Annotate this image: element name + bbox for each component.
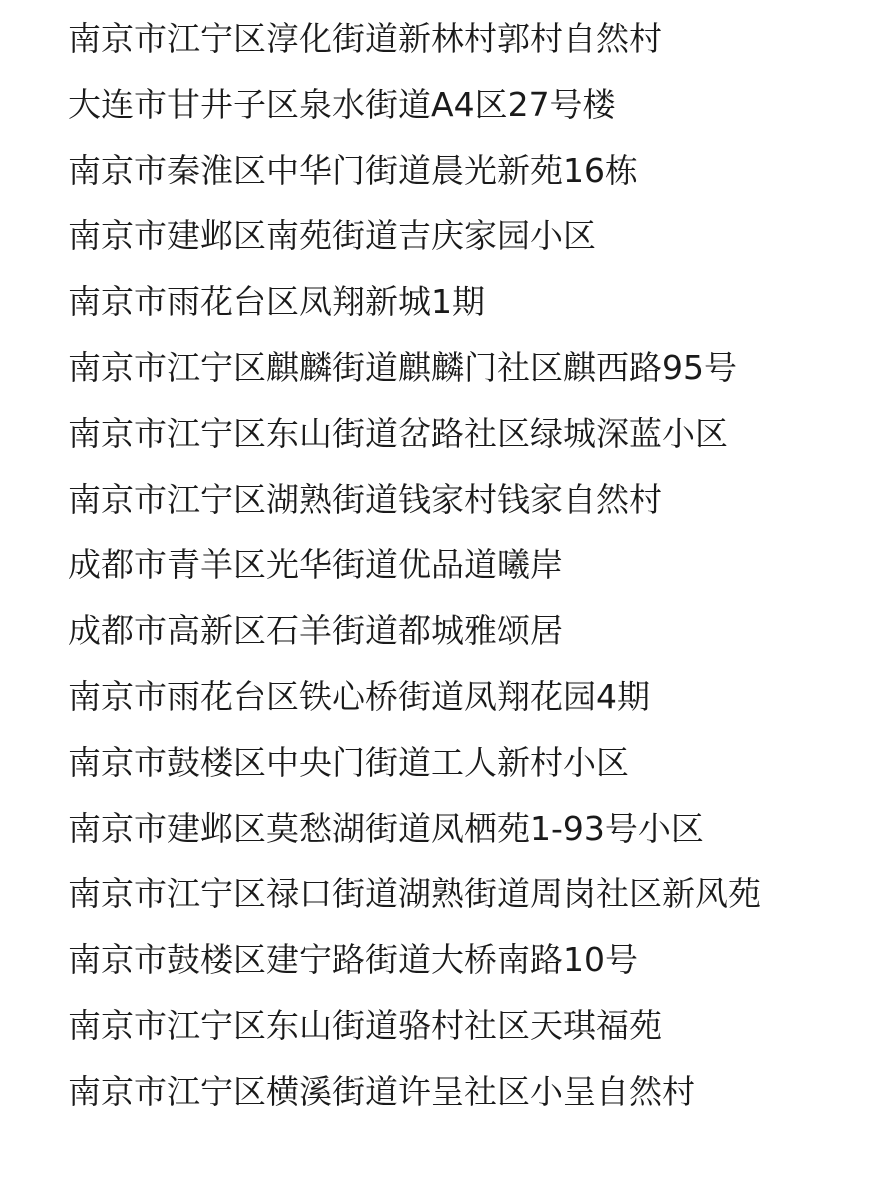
address-item: 南京市雨花台区铁心桥街道凤翔花园4期 <box>68 676 650 716</box>
address-item: 南京市江宁区麒麟街道麒麟门社区麒西路95号 <box>68 347 737 387</box>
address-item: 南京市鼓楼区中央门街道工人新村小区 <box>68 742 629 782</box>
address-item: 成都市青羊区光华街道优品道曦岸 <box>68 545 563 585</box>
address-item: 成都市高新区石羊街道都城雅颂居 <box>68 611 563 651</box>
address-item: 大连市甘井子区泉水街道A4区27号楼 <box>68 84 616 124</box>
address-item: 南京市江宁区淳化街道新林村郭村自然村 <box>68 19 662 58</box>
address-list <box>68 6 808 1125</box>
address-item: 南京市秦淮区中华门街道晨光新苑16栋 <box>68 150 638 190</box>
address-item: 南京市江宁区横溪街道许呈社区小呈自然村 <box>68 1071 695 1111</box>
address-item: 南京市建邺区莫愁湖街道凤栖苑1-93号小区 <box>68 808 704 848</box>
address-item: 南京市江宁区东山街道骆村社区天琪福苑 <box>68 1005 662 1045</box>
address-item: 南京市江宁区禄口街道湖熟街道周岗社区新风苑 <box>68 874 761 914</box>
address-item: 南京市鼓楼区建宁路街道大桥南路10号 <box>68 940 638 980</box>
address-item: 南京市江宁区湖熟街道钱家村钱家自然村 <box>68 479 662 519</box>
address-item: 南京市建邺区南苑街道吉庆家园小区 <box>68 216 596 256</box>
address-item: 南京市雨花台区凤翔新城1期 <box>68 282 485 322</box>
address-item: 南京市江宁区东山街道岔路社区绿城深蓝小区 <box>68 413 728 453</box>
